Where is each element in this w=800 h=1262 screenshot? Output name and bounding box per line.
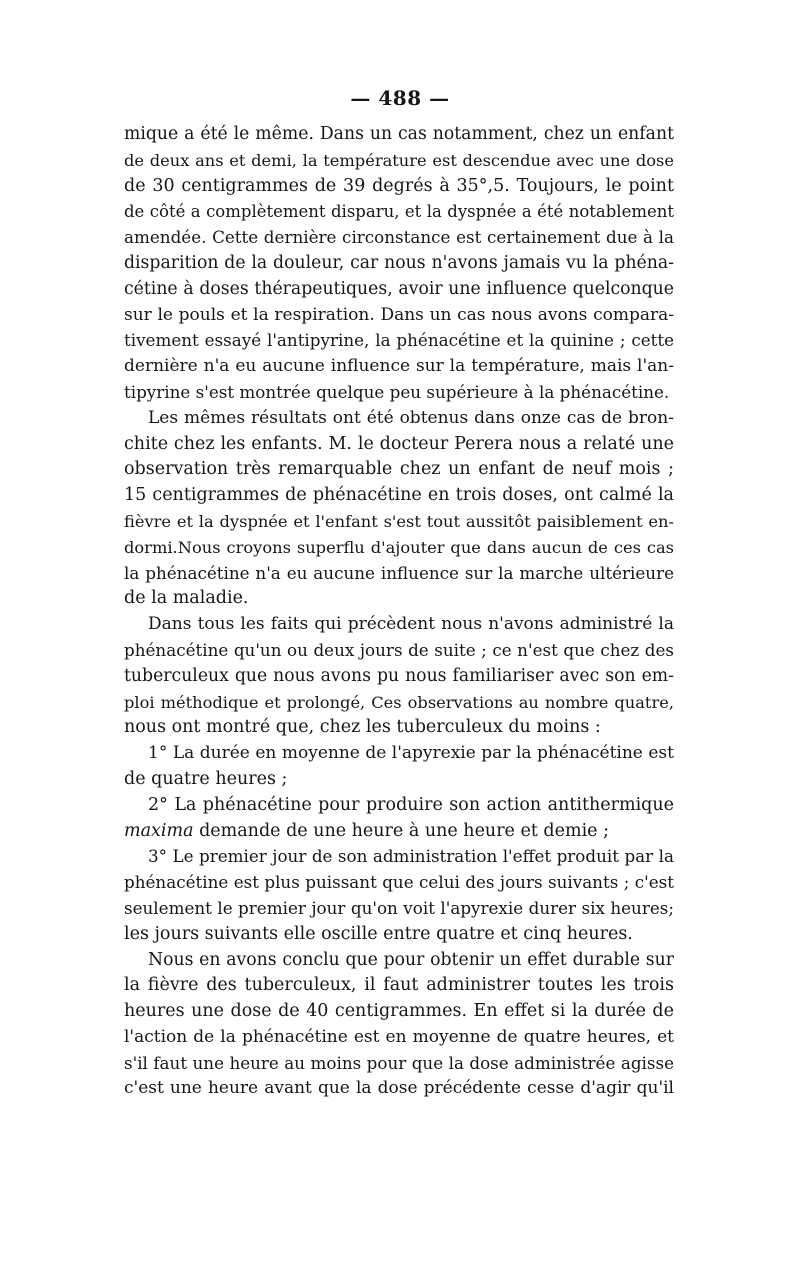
text-line: la phénacétine n'a eu aucune influence sur la marche ultérieure	[124, 562, 674, 583]
text-line: tivement essayé l'antipyrine, la phénacétine et la quinine ; cette	[124, 330, 674, 351]
text-line: dormi.Nous croyons superflu d'ajouter que dans aucun de ces cas	[124, 537, 674, 557]
text-line: heures une dose de 40 centigrammes. En effet si la durée de	[124, 1001, 674, 1022]
text-line: l'action de la phénacétine est en moyenne de quatre heures, et	[124, 1026, 674, 1047]
text-line: amendée. Cette dernière circonstance est certainement due à la	[124, 227, 674, 248]
italic-word: maxima	[124, 820, 194, 841]
text-line: 3° Le premier jour de son administration l'effet produit par la	[148, 846, 674, 867]
text-line: chite chez les enfants. M. le docteur Perera nous a relaté une	[124, 433, 674, 454]
text-line: de deux ans et demi, la température est descendue avec une dose	[124, 150, 674, 170]
line-rest: demande de une heure à une heure et demie ;	[193, 820, 609, 841]
text-line: les jours suivants elle oscille entre quatre et cinq heures.	[124, 923, 633, 944]
text-line: de quatre heures ;	[124, 768, 288, 789]
text-line: dernière n'a eu aucune influence sur la température, mais l'an-	[124, 356, 674, 377]
text-line: 2° La phénacétine pour produire son action antithermique	[148, 794, 674, 815]
page-number: — 488 —	[350, 86, 450, 110]
text-line: s'il faut une heure au moins pour que la dose administrée agisse	[124, 1052, 674, 1073]
text-line: Dans tous les faits qui précèdent nous n'avons administré la	[148, 614, 674, 635]
text-line: ploi méthodique et prolongé, Ces observations au nombre quatre,	[124, 692, 674, 712]
text-line: nous ont montré que, chez les tuberculeux du moins :	[124, 717, 601, 738]
body-text	[124, 122, 674, 1102]
text-line: observation très remarquable chez un enfant de neuf mois ;	[124, 459, 674, 480]
text-line: cétine à doses thérapeutiques, avoir une influence quelconque	[124, 278, 674, 299]
text-line: sur le pouls et la respiration. Dans un cas nous avons compara-	[124, 304, 674, 325]
text-line: disparition de la douleur, car nous n'avons jamais vu la phéna-	[124, 252, 674, 273]
text-line: c'est une heure avant que la dose précédente cesse d'agir qu'il	[124, 1078, 674, 1099]
text-line: tipyrine s'est montrée quelque peu supérieure à la phénacétine.	[124, 381, 670, 402]
text-line: mique a été le même. Dans un cas notamment, chez un enfant	[124, 124, 674, 144]
text-line: 1° La durée en moyenne de l'apyrexie par la phénacétine est	[148, 743, 674, 764]
text-line: Nous en avons conclu que pour obtenir un effet durable sur	[148, 949, 674, 970]
text-line: la fièvre des tuberculeux, il faut administrer toutes les trois	[124, 975, 674, 996]
text-line: de la maladie.	[124, 588, 249, 609]
text-line	[124, 819, 674, 845]
text-line: de 30 centigrammes de 39 degrés à 35°,5. Toujours, le point	[124, 175, 674, 196]
text-line: Les mêmes résultats ont été obtenus dans onze cas de bron-	[148, 407, 674, 428]
text-line: 15 centigrammes de phénacétine en trois doses, ont calmé la	[124, 485, 674, 506]
text-line: phénacétine qu'un ou deux jours de suite ; ce n'est que chez des	[124, 639, 674, 660]
text-line: de côté a complètement disparu, et la dyspnée a été notablement	[124, 202, 674, 222]
text-line: phénacétine est plus puissant que celui des jours suivants ; c'est	[124, 872, 674, 893]
text-line: fièvre et la dyspnée et l'enfant s'est tout aussitôt paisiblement en-	[124, 511, 674, 531]
text-line: tuberculeux que nous avons pu nous familiariser avec son em-	[124, 665, 674, 686]
text-line: seulement le premier jour qu'on voit l'apyrexie durer six heures;	[124, 897, 674, 918]
